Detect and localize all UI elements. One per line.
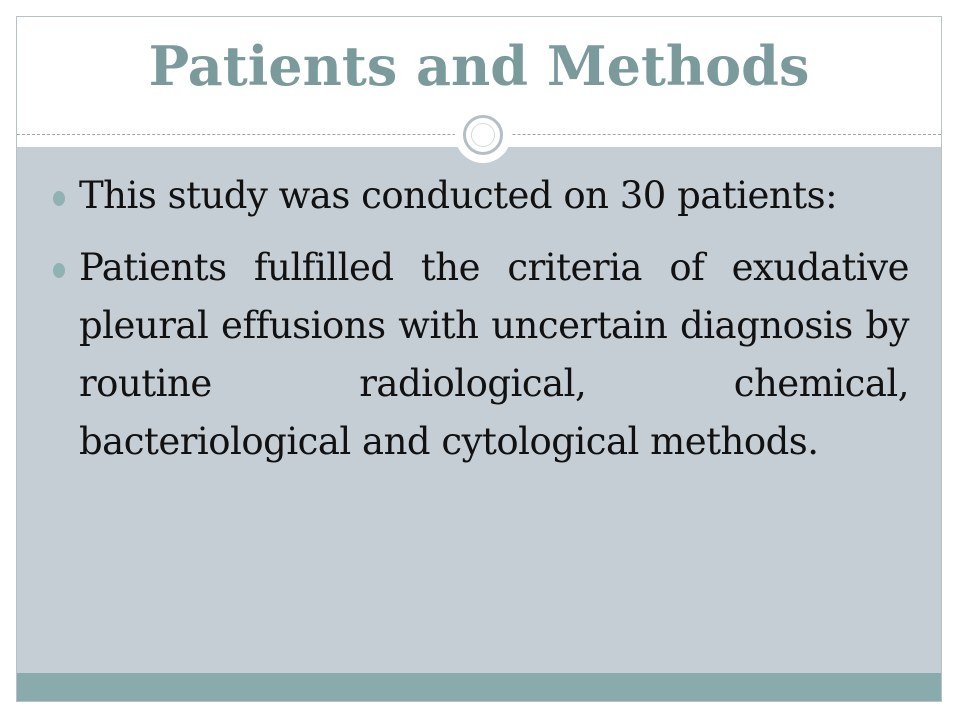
bullet-list (53, 167, 909, 485)
slide-frame (16, 16, 942, 702)
ornament-inner-ring (471, 123, 495, 147)
circle-ornament-icon (455, 107, 511, 163)
bullet-dot-icon (53, 191, 65, 206)
bullet-text: This study was conducted on 30 patients: (79, 174, 838, 217)
bullet-dot-icon (53, 263, 65, 278)
ornament-ring (463, 115, 503, 155)
footer-band (17, 673, 941, 702)
slide-title: Patients and Methods (148, 34, 810, 98)
bullet-text: Patients fulfilled the criteria of exudative pleural effusions with uncertain diagnosis by routine radiological, chemical, bacteriological and cytological methods. (79, 246, 909, 463)
bullet-item (53, 239, 909, 471)
bullet-item (53, 167, 909, 225)
